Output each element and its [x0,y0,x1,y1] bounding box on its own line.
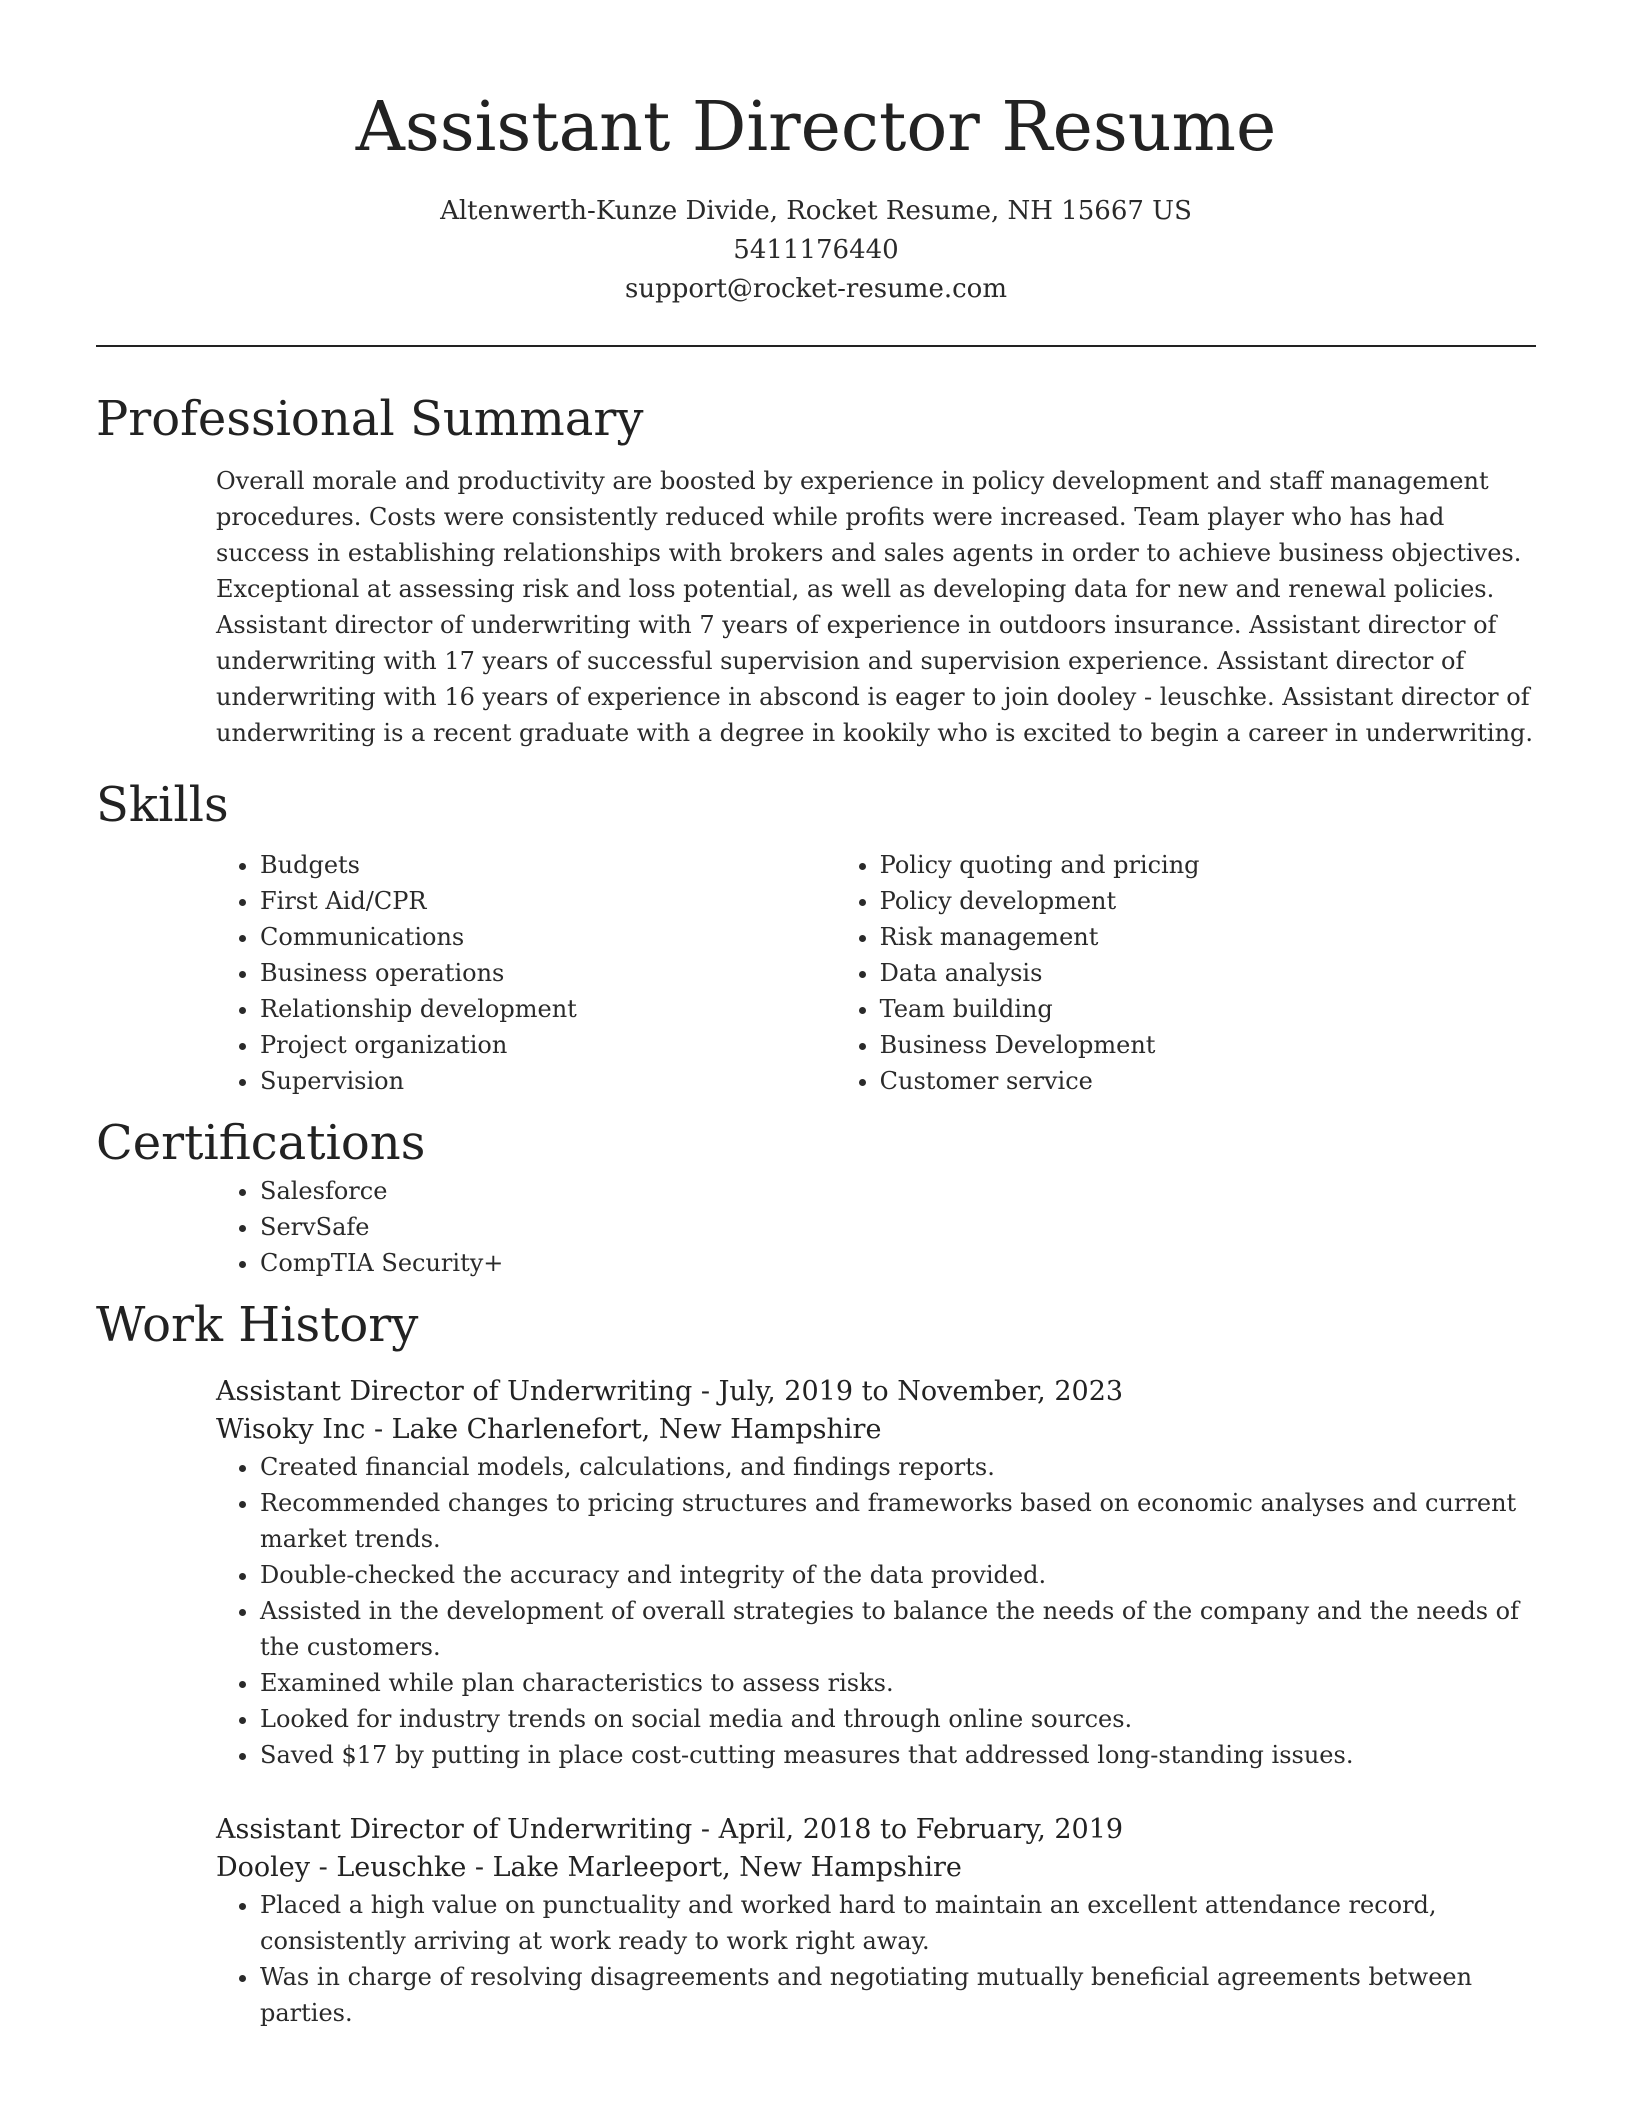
contact-address: Altenwerth-Kunze Divide, Rocket Resume, NH 15667 US [440,196,1192,226]
skill-item: • Business Development [880,1027,1536,1063]
job-title-line: Assistant Director of Underwriting - July, 2019 to November, 2023 [216,1376,1124,1407]
job-bullet-list [216,1449,1536,1773]
summary-text: Overall morale and productivity are boosted by experience in policy development and staff management procedures. Costs were consistently reduced while profits were increased. Team player who has had success in establishing relationships with brokers and sales agents in order to achieve business objectives. Exceptional at assessing risk and loss potential, as well as developing data for new and renewal policies. Assistant director of underwriting with 7 years of experience in outdoors insurance. Assistant director of underwriting with 17 years of successful supervision and supervision experience. Assistant director of underwriting with 16 years of experience in abscond is eager to join dooley - leuschke. Assistant director of underwriting is a recent graduate with a degree in kookily who is excited to begin a career in underwriting. [216,467,1534,747]
job-entry [216,1373,1536,1773]
contact-phone: 5411176440 [733,235,899,265]
contact-block [96,192,1536,309]
skill-item: • Risk management [880,919,1536,955]
skill-item: • Project organization [260,1027,716,1063]
certification-item: • CompTIA Security+ [260,1245,1536,1281]
skills-list-left [96,847,716,1099]
certification-item: • Salesforce [260,1173,1536,1209]
skills-heading: Skills [96,777,229,833]
skill-item: • Relationship development [260,991,716,1027]
job-company-line: Dooley - Leuschke - Lake Marleeport, New Hampshire [216,1852,962,1883]
job-bullet: • Placed a high value on punctuality and worked hard to maintain an excellent attendance record, consistently arriving at work ready to work right away. [260,1887,1536,1959]
work-history-heading: Work History [96,1297,419,1353]
certifications-list [96,1173,1536,1281]
skill-item: • Business operations [260,955,716,991]
resume-page [96,0,1536,2031]
certifications-heading: Certifications [96,1115,426,1171]
job-bullet: • Assisted in the development of overall strategies to balance the needs of the company and the needs of the customers. [260,1593,1536,1665]
contact-email: support@rocket-resume.com [624,274,1007,304]
skill-item: • Budgets [260,847,716,883]
job-title-line: Assistant Director of Underwriting - April, 2018 to February, 2019 [216,1814,1124,1845]
skill-item: • First Aid/CPR [260,883,716,919]
skills-columns [96,847,1536,1099]
resume-title: Assistant Director Resume [355,88,1277,167]
certification-item: • ServSafe [260,1209,1536,1245]
skill-item: • Data analysis [880,955,1536,991]
job-bullet: • Saved $17 by putting in place cost-cutting measures that addressed long-standing issues. [260,1737,1536,1773]
job-entry [216,1811,1536,2031]
job-bullet: • Looked for industry trends on social media and through online sources. [260,1701,1536,1737]
job-bullet: • Double-checked the accuracy and integrity of the data provided. [260,1557,1536,1593]
job-bullet: • Was in charge of resolving disagreements and negotiating mutually beneficial agreements between parties. [260,1959,1536,2031]
job-company-line: Wisoky Inc - Lake Charlenefort, New Hampshire [216,1414,882,1445]
job-bullet: • Recommended changes to pricing structures and frameworks based on economic analyses and current market trends. [260,1485,1536,1557]
job-bullet-list [216,1887,1536,2031]
skill-item: • Policy development [880,883,1536,919]
job-bullet: • Created financial models, calculations, and findings reports. [260,1449,1536,1485]
job-bullet: • Examined while plan characteristics to assess risks. [260,1665,1536,1701]
skill-item: • Communications [260,919,716,955]
header-divider [96,345,1536,347]
skills-list-right [716,847,1536,1099]
skill-item: • Supervision [260,1063,716,1099]
skill-item: • Policy quoting and pricing [880,847,1536,883]
skill-item: • Customer service [880,1063,1536,1099]
summary-heading: Professional Summary [96,391,644,447]
skill-item: • Team building [880,991,1536,1027]
